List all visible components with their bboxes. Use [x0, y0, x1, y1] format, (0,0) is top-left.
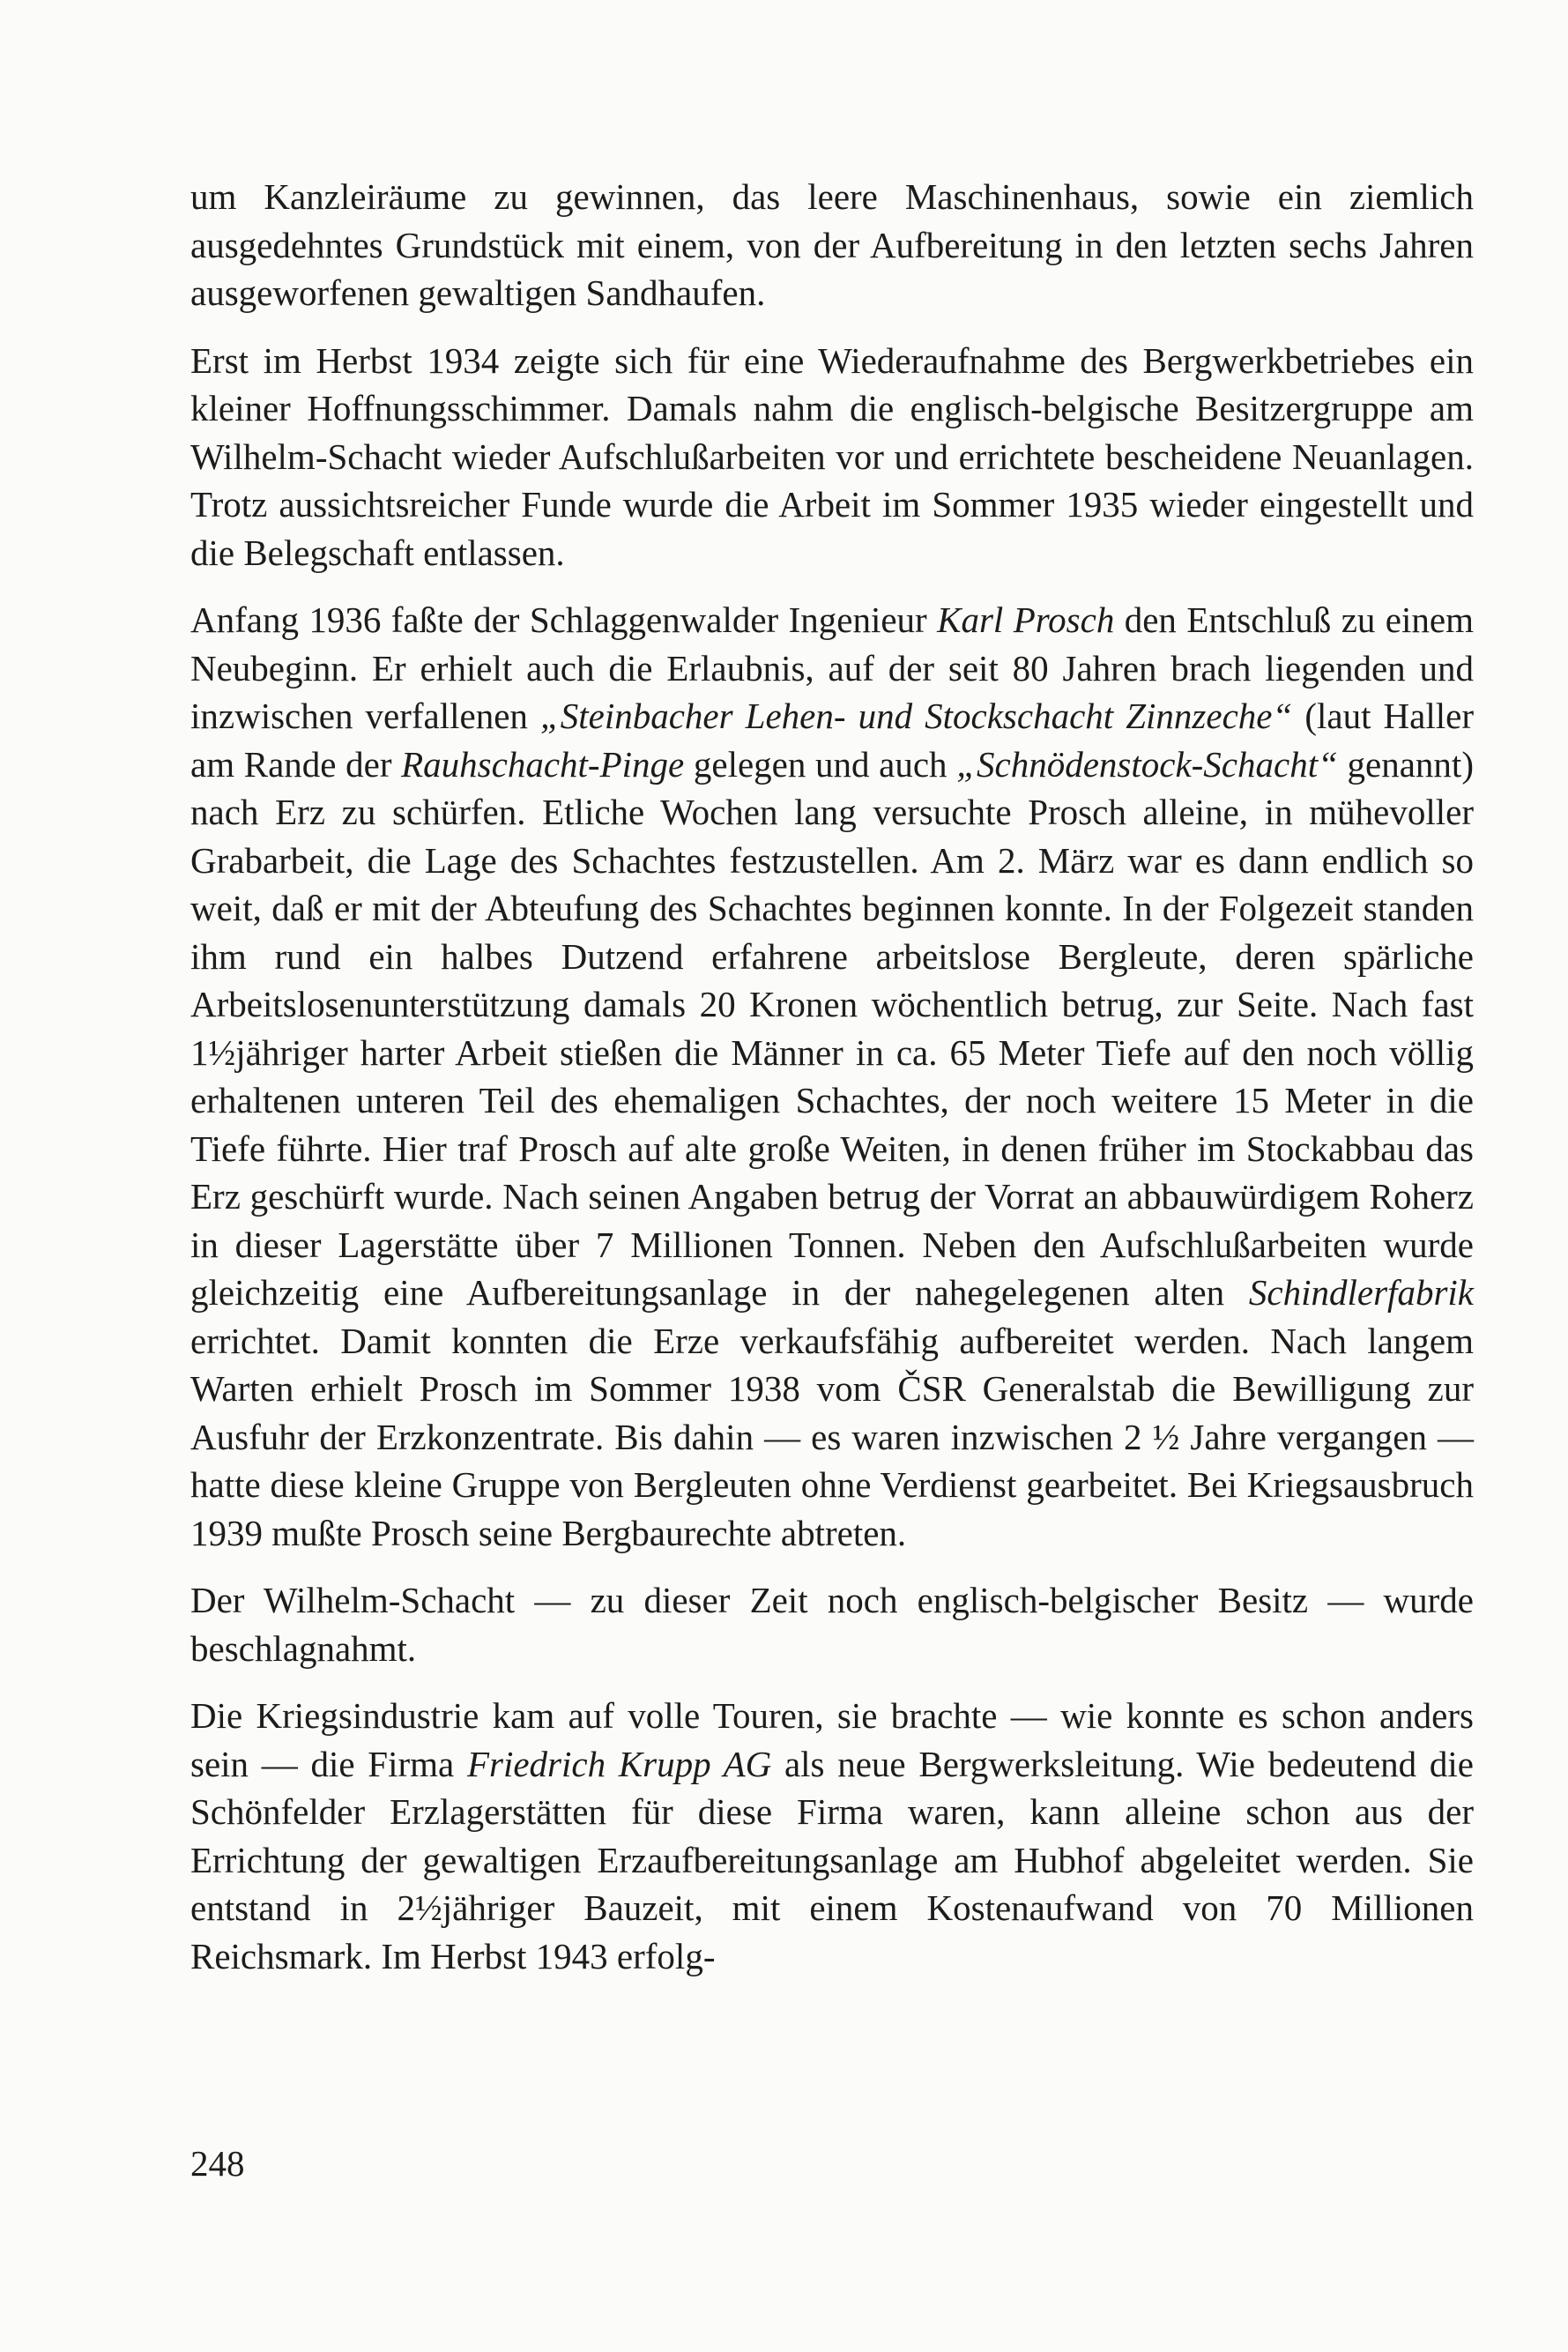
italic-company-name: Friedrich Krupp AG — [466, 1743, 772, 1784]
text-segment: (laut Haller am Rande der — [190, 696, 1474, 785]
text-segment: Die Kriegsindustrie kam auf volle Touren, sie brachte — wie konnte es schon anders sein — die Firma — [190, 1695, 1474, 1784]
body-text — [190, 173, 1474, 1999]
paragraph-1 — [190, 173, 1474, 317]
page-number: 248 — [190, 2143, 245, 2184]
text-segment: gelegen und auch — [684, 743, 957, 785]
text-segment: um Kanzleiräume zu gewinnen, das leere Maschinenhaus, sowie ein ziemlich ausgedehntes Grundstück mit einem, von der Aufbereitung in den letzten sechs Jahren ausgeworfenen gewaltigen Sandhaufen. — [190, 176, 1474, 313]
italic-factory-name: Schindlerfabrik — [1248, 1272, 1474, 1313]
text-segment: errichtet. Damit konnten die Erze verkaufsfähig aufbereitet werden. Nach langem Warten erhielt Prosch im Sommer 1938 vom ČSR Generalstab die Bewilligung zur Ausfuhr der Erzkonzentrate. Bis dahin — es waren inzwischen 2 ½ Jahre vergangen — hatte diese kleine Gruppe von Bergleuten ohne Verdienst gearbeitet. Bei Kriegsausbruch 1939 mußte Prosch seine Bergbaurechte abtreten. — [190, 1320, 1474, 1553]
text-segment: als neue Bergwerksleitung. Wie bedeutend die Schönfelder Erzlagerstätten für diese Firma waren, kann alleine schon aus der Errichtung der gewaltigen Erzaufbereitungsanlage am Hubhof abgeleitet werden. Sie entstand in 2½jähriger Bauzeit, mit einem Kostenaufwand von 70 Millionen Reichsmark. Im Herbst 1943 erfolg- — [190, 1743, 1474, 1976]
italic-shaft-name: „Schnödenstock-Schacht“ — [956, 743, 1338, 785]
text-segment: Anfang 1936 faßte der Schlaggenwalder Ingenieur — [190, 599, 938, 640]
text-segment: genannt) nach Erz zu schürfen. Etliche Wochen lang versuchte Prosch alleine, in mühevoller Grabarbeit, die Lage des Schachtes festzustellen. Am 2. März war es dann endlich so weit, daß er mit der Abteufung des Schachtes beginnen konnte. In der Folgezeit standen ihm rund ein halbes Dutzend erfahrene arbeitslose Bergleute, deren spärliche Arbeitslosenunterstützung damals 20 Kronen wöchentlich betrug, zur Seite. Nach fast 1½jähriger harter Arbeit stießen die Männer in ca. 65 Meter Tiefe auf den noch völlig erhaltenen unteren Teil des ehemaligen Schachtes, der noch weitere 15 Meter in die Tiefe führte. Hier traf Prosch auf alte große Weiten, in denen früher im Stockabbau das Erz geschürft wurde. Nach seinen Angaben betrug der Vorrat an abbauwürdigem Roherz in dieser Lagerstätte über 7 Millionen Tonnen. Neben den Aufschlußarbeiten wurde gleichzeitig eine Aufbereitungsanlage in der nahegelegenen alten — [190, 743, 1474, 1313]
italic-name: Karl Prosch — [937, 599, 1115, 640]
paragraph-4 — [190, 1576, 1474, 1672]
text-segment: Erst im Herbst 1934 zeigte sich für eine Wiederaufnahme des Bergwerkbetriebes ein kleiner Hoffnungsschimmer. Damals nahm die englisch-belgische Besitzergruppe am Wilhelm-Schacht wieder Aufschlußarbeiten vor und errichtete bescheidene Neuanlagen. Trotz aussichtsreicher Funde wurde die Arbeit im Sommer 1935 wieder eingestellt und die Belegschaft entlassen. — [190, 339, 1474, 573]
text-segment: Der Wilhelm-Schacht — zu dieser Zeit noch englisch-belgischer Besitz — wurde beschlagnahmt. — [190, 1580, 1474, 1669]
paragraph-2 — [190, 337, 1474, 577]
italic-mine-name: „Steinbacher Lehen- und Stockschacht Zinnzeche“ — [539, 696, 1293, 736]
italic-place-name: Rauhschacht-Pinge — [401, 743, 685, 785]
paragraph-3 — [190, 596, 1474, 1557]
text-segment: den Entschluß zu einem Neubeginn. Er erhielt auch die Erlaubnis, auf der seit 80 Jahren brach liegenden und inzwischen verfallenen — [190, 599, 1474, 736]
paragraph-5 — [190, 1692, 1474, 1980]
